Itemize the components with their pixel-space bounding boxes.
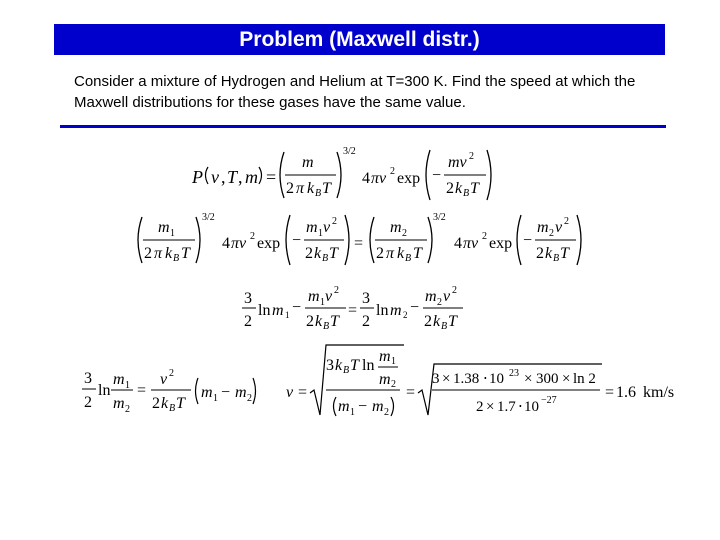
svg-text:1: 1 xyxy=(170,228,175,239)
svg-text:⋅: ⋅ xyxy=(518,399,523,415)
svg-text:2: 2 xyxy=(469,151,474,162)
svg-text:−: − xyxy=(432,167,442,184)
problem-statement: Consider a mixture of Hydrogen and Helium at T=300 K. Find the speed at which the Maxwell distributions for these gases have the same value. xyxy=(74,73,636,111)
svg-text:m: m xyxy=(537,219,549,236)
svg-text:m: m xyxy=(235,384,247,401)
svg-text:B: B xyxy=(405,253,412,264)
svg-text:,: , xyxy=(238,167,243,187)
svg-text:,: , xyxy=(221,167,226,187)
svg-text:2: 2 xyxy=(391,379,396,390)
svg-text:k: k xyxy=(161,395,169,412)
svg-text:k: k xyxy=(433,313,441,330)
svg-text:10: 10 xyxy=(489,371,504,387)
svg-text:3/2: 3/2 xyxy=(343,146,356,157)
svg-text:3: 3 xyxy=(326,357,334,374)
svg-text:π: π xyxy=(154,245,163,262)
svg-text:3: 3 xyxy=(84,370,92,387)
svg-text:B: B xyxy=(441,321,448,332)
svg-text:2: 2 xyxy=(549,228,554,239)
svg-text:k: k xyxy=(335,357,343,374)
svg-text:v: v xyxy=(160,371,168,388)
svg-text:2: 2 xyxy=(437,297,442,308)
svg-text:1: 1 xyxy=(318,228,323,239)
svg-text:1.7: 1.7 xyxy=(497,399,516,415)
svg-text:2: 2 xyxy=(536,245,544,262)
svg-text:m: m xyxy=(245,167,258,187)
svg-text:=: = xyxy=(354,235,364,252)
svg-text:πv: πv xyxy=(231,235,247,252)
svg-text:−: − xyxy=(221,384,231,401)
svg-text:1: 1 xyxy=(391,356,396,367)
svg-text:−: − xyxy=(358,398,368,415)
svg-text:=: = xyxy=(348,302,358,319)
svg-text:2: 2 xyxy=(144,245,152,262)
svg-text:1: 1 xyxy=(213,393,218,404)
svg-text:ln: ln xyxy=(258,302,271,319)
svg-text:4: 4 xyxy=(454,235,462,252)
svg-text:ln: ln xyxy=(376,302,389,319)
svg-text:π: π xyxy=(296,180,305,197)
svg-text:k: k xyxy=(455,180,463,197)
svg-text:k: k xyxy=(165,245,173,262)
svg-text:2: 2 xyxy=(247,393,252,404)
svg-text:2: 2 xyxy=(384,407,389,418)
slide-title: Problem (Maxwell distr.) xyxy=(54,24,665,55)
svg-text:2: 2 xyxy=(334,285,339,296)
svg-text:−: − xyxy=(523,232,533,249)
svg-text:T: T xyxy=(413,245,422,262)
svg-text:×: × xyxy=(524,371,533,387)
svg-text:×: × xyxy=(486,399,495,415)
svg-text:B: B xyxy=(173,253,180,264)
svg-text:4: 4 xyxy=(222,235,230,252)
svg-text:2: 2 xyxy=(403,310,408,320)
svg-text:v: v xyxy=(286,384,294,401)
svg-text:T: T xyxy=(560,245,569,262)
svg-text:k: k xyxy=(315,313,323,330)
svg-text:m: m xyxy=(158,219,170,236)
svg-text:m: m xyxy=(302,154,314,171)
svg-text:2: 2 xyxy=(376,245,384,262)
svg-text:exp: exp xyxy=(489,235,513,252)
svg-text:2: 2 xyxy=(564,216,569,227)
svg-text:2: 2 xyxy=(424,313,432,330)
svg-text:T: T xyxy=(227,167,238,187)
svg-text:×: × xyxy=(442,371,451,387)
svg-text:m: m xyxy=(425,288,437,305)
svg-text:B: B xyxy=(169,403,176,414)
svg-text:T: T xyxy=(350,357,359,374)
svg-text:πv: πv xyxy=(371,170,387,187)
svg-text:2: 2 xyxy=(332,216,337,227)
speed-result-value: 1.6 xyxy=(616,384,636,401)
svg-text:2: 2 xyxy=(125,404,130,415)
svg-text:2: 2 xyxy=(446,180,454,197)
svg-text:−: − xyxy=(410,299,420,316)
svg-text:⋅: ⋅ xyxy=(483,371,488,387)
svg-text:m: m xyxy=(390,219,402,236)
svg-text:2: 2 xyxy=(152,395,160,412)
svg-text:B: B xyxy=(463,188,470,199)
svg-text:1: 1 xyxy=(350,407,355,418)
svg-text:=: = xyxy=(406,384,416,401)
svg-text:×: × xyxy=(562,371,571,387)
svg-text:2: 2 xyxy=(362,313,370,330)
svg-text:ln: ln xyxy=(362,357,375,374)
svg-text:1: 1 xyxy=(125,380,130,391)
equation-log-form xyxy=(242,285,463,332)
svg-text:ν: ν xyxy=(325,288,333,305)
svg-text:v: v xyxy=(555,219,563,236)
svg-text:T: T xyxy=(448,313,457,330)
svg-text:ν: ν xyxy=(323,219,331,236)
svg-text:2: 2 xyxy=(244,313,252,330)
svg-text:3/2: 3/2 xyxy=(202,212,215,223)
svg-text:k: k xyxy=(397,245,405,262)
equation-velocity-relation xyxy=(82,368,256,415)
svg-text:B: B xyxy=(343,365,350,376)
svg-text:−27: −27 xyxy=(541,395,557,406)
svg-text:3: 3 xyxy=(244,290,252,307)
svg-text:m: m xyxy=(390,302,402,319)
svg-text:3: 3 xyxy=(432,371,440,387)
equation-equal-distributions xyxy=(138,212,581,265)
equation-speed-result xyxy=(286,345,674,418)
svg-text:v: v xyxy=(211,167,219,187)
svg-text:k: k xyxy=(307,180,315,197)
svg-text:4: 4 xyxy=(362,170,370,187)
svg-text:m: m xyxy=(338,398,350,415)
svg-text:=: = xyxy=(298,384,308,401)
svg-text:B: B xyxy=(323,321,330,332)
svg-text:1: 1 xyxy=(320,297,325,308)
svg-text:−: − xyxy=(292,299,302,316)
svg-text:B: B xyxy=(553,253,560,264)
svg-text:2: 2 xyxy=(452,285,457,296)
svg-text:300: 300 xyxy=(536,371,559,387)
svg-text:2: 2 xyxy=(84,394,92,411)
equation-maxwell-distribution xyxy=(191,146,491,200)
svg-text:exp: exp xyxy=(257,235,281,252)
svg-text:m: m xyxy=(113,395,125,412)
svg-text:2: 2 xyxy=(306,313,314,330)
svg-text:T: T xyxy=(322,180,331,197)
svg-text:ln 2: ln 2 xyxy=(573,371,596,387)
svg-text:23: 23 xyxy=(509,368,519,379)
svg-text:=: = xyxy=(605,384,615,401)
svg-text:T: T xyxy=(181,245,190,262)
svg-text:3: 3 xyxy=(362,290,370,307)
svg-text:π: π xyxy=(386,245,395,262)
svg-text:B: B xyxy=(322,253,329,264)
svg-text:10: 10 xyxy=(524,399,539,415)
svg-text:m: m xyxy=(379,348,391,365)
svg-text:m: m xyxy=(201,384,213,401)
svg-text:1: 1 xyxy=(285,310,290,320)
svg-text:mv: mv xyxy=(448,154,467,171)
svg-text:2: 2 xyxy=(169,368,174,379)
svg-text:exp: exp xyxy=(397,170,421,187)
svg-text:m: m xyxy=(372,398,384,415)
svg-text:−: − xyxy=(292,232,302,249)
svg-text:2: 2 xyxy=(402,228,407,239)
svg-text:2: 2 xyxy=(482,231,487,242)
svg-text:m: m xyxy=(272,302,284,319)
svg-text:B: B xyxy=(315,188,322,199)
svg-text:T: T xyxy=(176,395,185,412)
svg-text:3/2: 3/2 xyxy=(433,212,446,223)
svg-text:2: 2 xyxy=(286,180,294,197)
svg-text:ln: ln xyxy=(98,382,111,399)
svg-text:T: T xyxy=(330,313,339,330)
svg-text:m: m xyxy=(113,371,125,388)
svg-text:k: k xyxy=(545,245,553,262)
svg-text:=: = xyxy=(266,167,277,187)
svg-text:k: k xyxy=(314,245,322,262)
svg-text:m: m xyxy=(379,371,391,388)
svg-text:P: P xyxy=(192,167,203,187)
svg-text:m: m xyxy=(308,288,320,305)
svg-text:T: T xyxy=(470,180,479,197)
svg-text:2: 2 xyxy=(250,231,255,242)
svg-text:2: 2 xyxy=(476,399,484,415)
svg-text:2: 2 xyxy=(305,245,313,262)
svg-text:T: T xyxy=(329,245,338,262)
svg-text:1.38: 1.38 xyxy=(453,371,480,387)
svg-text:2: 2 xyxy=(390,166,395,177)
svg-text:ν: ν xyxy=(443,288,451,305)
speed-result-unit: km/s xyxy=(643,384,675,401)
svg-text:=: = xyxy=(137,382,147,399)
svg-text:πv: πv xyxy=(463,235,479,252)
svg-text:m: m xyxy=(306,219,318,236)
